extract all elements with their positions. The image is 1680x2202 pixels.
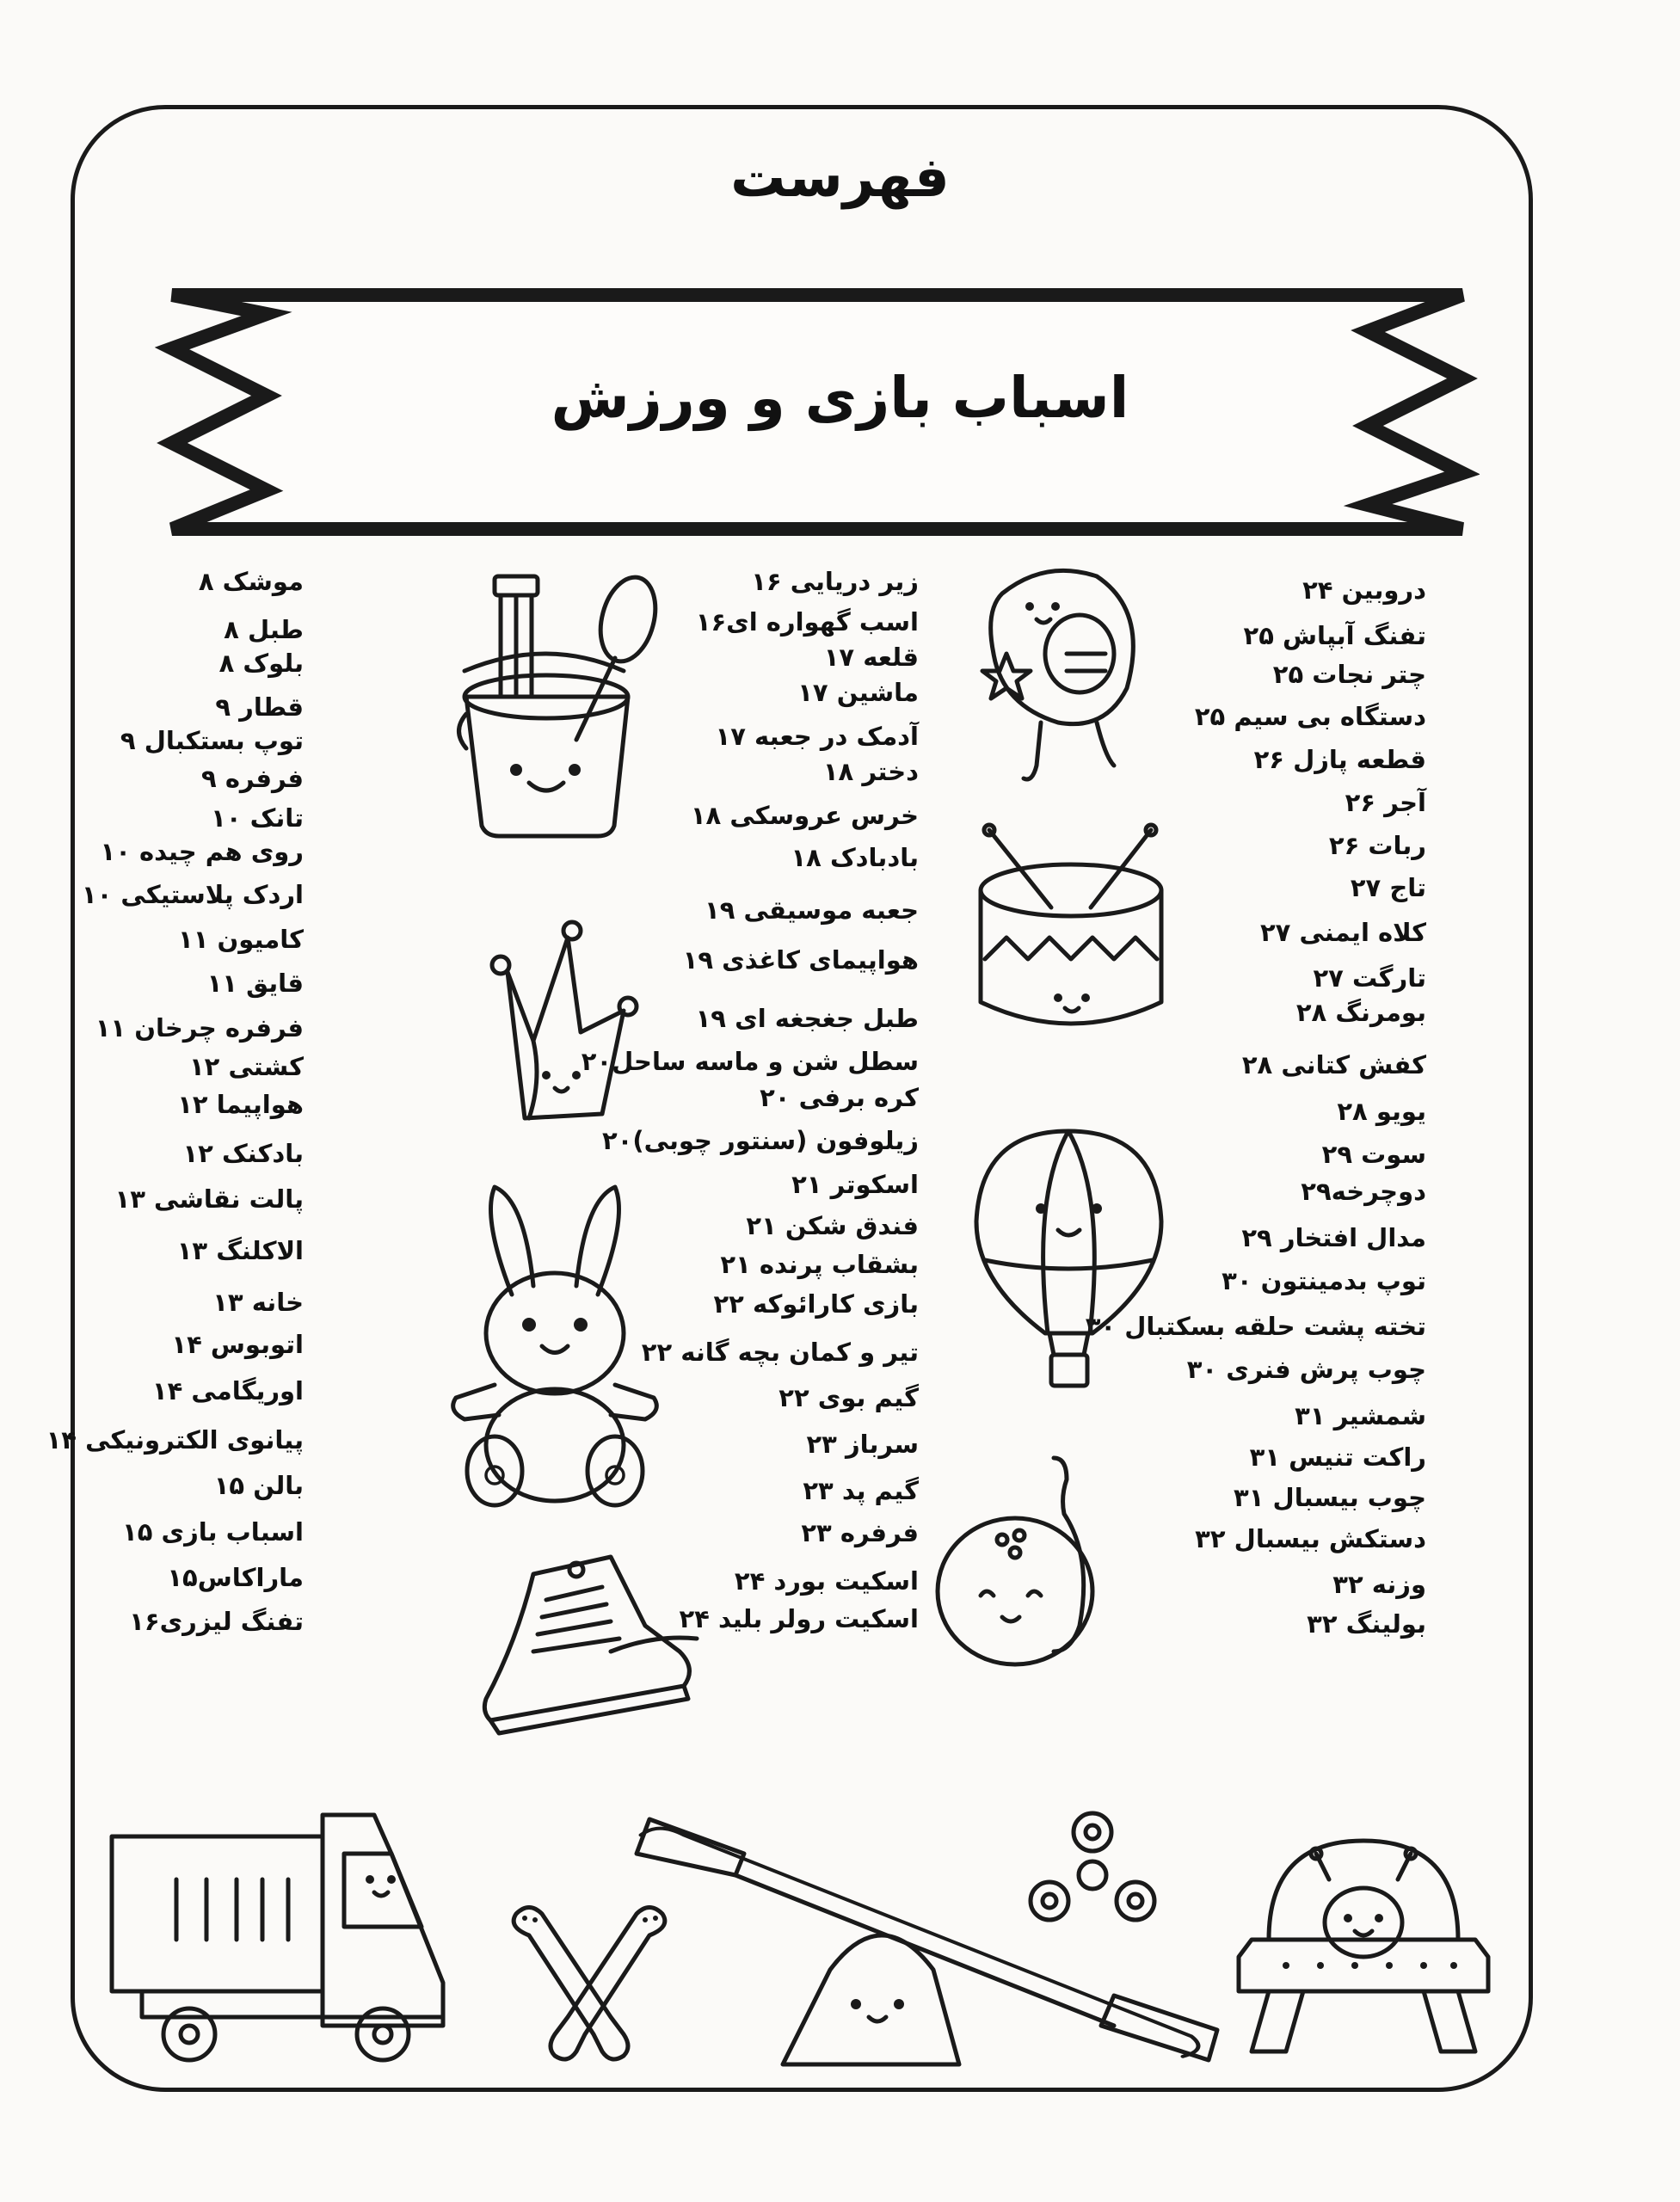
list-item: اوریگامی ۱۴ (151, 1376, 304, 1405)
list-item: هواپیما ۱۲ (177, 1090, 304, 1119)
fidget-spinner-icon (1028, 1811, 1157, 1931)
list-item: دستکش بیسبال ۳۲ (1195, 1524, 1426, 1553)
list-item: کشتی ۱۲ (188, 1052, 304, 1081)
list-item: خرس عروسکی ۱۸ (690, 801, 919, 830)
list-item: گیم بوی ۲۲ (778, 1383, 919, 1412)
list-item: سرباز ۲۳ (806, 1430, 919, 1459)
list-item: روی هم چیده ۱۰ (100, 837, 304, 866)
list-item: هواپیمای کاغذی ۱۹ (682, 945, 919, 975)
list-item: ماراکاس۱۵ (167, 1563, 304, 1592)
list-item: تارگت ۲۷ (1313, 963, 1426, 993)
list-item: تفنگ لیزری۱۶ (129, 1607, 304, 1636)
list-item: یویو ۲۸ (1337, 1097, 1426, 1126)
list-item: آدمک در جعبه ۱۷ (715, 722, 919, 751)
list-item: دختر ۱۸ (822, 757, 919, 786)
list-item: تانک ۱۰ (211, 803, 304, 833)
banner-title: اسباب بازی و ورزش (551, 365, 1129, 431)
page-title: فهرست (730, 146, 950, 210)
list-item: مدال افتخار ۲۹ (1241, 1223, 1426, 1252)
list-item: سطل شن و ماسه ساحل۲۰ (581, 1047, 919, 1076)
list-item: ربات ۲۶ (1328, 831, 1426, 860)
list-item: زیر دریایی ۱۶ (751, 567, 919, 596)
list-item: کره برفی ۲۰ (760, 1083, 919, 1112)
list-item: موشک ۸ (198, 567, 304, 596)
list-item: تیر و کمان بچه گانه ۲۲ (641, 1338, 919, 1367)
bunny-icon (447, 1183, 662, 1510)
list-item: قایق ۱۱ (206, 969, 304, 998)
list-item: بالن ۱۵ (213, 1471, 304, 1500)
list-item: چوب پرش فنری ۳۰ (1186, 1355, 1426, 1384)
list-item: بادکنک ۱۲ (182, 1139, 304, 1168)
list-item: کفش کتانی ۲۸ (1241, 1050, 1426, 1079)
list-item: الاکلنگ ۱۳ (176, 1236, 304, 1265)
list-item: اسباب بازی ۱۵ (122, 1517, 304, 1547)
list-item: ماشین ۱۷ (797, 678, 919, 707)
list-item: بومرنگ ۲۸ (1295, 998, 1426, 1027)
list-item: چتر نجات ۲۵ (1272, 660, 1426, 689)
list-item: قطعه پازل ۲۶ (1253, 745, 1426, 774)
list-item: اردک پلاستیکی ۱۰ (81, 880, 304, 909)
list-item: فندق شکن ۲۱ (746, 1211, 919, 1240)
list-item: قلعه ۱۷ (823, 643, 919, 672)
list-item: اتوبوس ۱۴ (171, 1330, 304, 1359)
list-item: چوب بیسبال ۳۱ (1234, 1483, 1426, 1512)
list-item: تاج ۲۷ (1350, 873, 1426, 902)
list-item: قطار ۹ (215, 692, 304, 722)
drum-icon (972, 826, 1170, 1045)
hot-air-balloon-icon (972, 1127, 1166, 1389)
ufo-icon (1234, 1828, 1492, 2060)
list-item: پالت نقاشی ۱۳ (114, 1184, 304, 1214)
list-item: فرفره ۲۳ (801, 1518, 919, 1547)
list-item: طبل جغجغه ای ۱۹ (695, 1004, 919, 1033)
list-item: دروبین ۲۴ (1302, 575, 1426, 605)
list-item: شمشیر ۳۱ (1295, 1401, 1426, 1430)
list-item: بادبادک ۱۸ (791, 843, 919, 872)
list-item: پیانوی الکترونیکی ۱۴ (46, 1425, 304, 1455)
list-item: گیم پد ۲۳ (803, 1476, 919, 1505)
bowling-icon (933, 1454, 1097, 1664)
list-item: سوت ۲۹ (1321, 1140, 1426, 1169)
list-item: فرفره ۹ (201, 764, 304, 793)
list-item: اسکیت بورد ۲۴ (734, 1566, 919, 1596)
helmet-icon (976, 559, 1153, 787)
list-item: خانه ۱۳ (212, 1288, 304, 1317)
list-item: زیلوفون (سنتور چوبی)۲۰ (601, 1126, 919, 1155)
list-item: آجر ۲۶ (1345, 788, 1426, 817)
list-item: دستگاه بی سیم ۲۵ (1194, 702, 1426, 731)
list-item: دوچرخه۲۹ (1301, 1177, 1426, 1206)
sand-bucket-icon (447, 568, 645, 852)
list-item: جعبه موسیقی ۱۹ (705, 895, 919, 925)
sneaker-icon (482, 1548, 697, 1733)
crown-icon (482, 912, 645, 1127)
list-item: طبل ۸ (224, 615, 304, 644)
dump-truck-icon (108, 1811, 447, 2069)
list-item: فرفره چرخان ۱۱ (95, 1013, 304, 1043)
list-item: اسکیت رولر بلید ۲۴ (679, 1604, 919, 1633)
list-item: بلوک ۸ (218, 649, 304, 678)
list-item: اسکوتر ۲۱ (791, 1170, 919, 1199)
list-item: راکت تنیس ۳۱ (1249, 1442, 1426, 1472)
list-item: کلاه ایمنی ۲۷ (1259, 918, 1426, 947)
list-item: کامیون ۱۱ (178, 925, 304, 954)
list-item: بازی کارائوکه ۲۲ (713, 1289, 919, 1319)
list-item: تخته پشت حلقه بسکتبال ۳۰ (1085, 1312, 1426, 1341)
list-item: بولینگ ۳۲ (1307, 1609, 1426, 1639)
list-item: توپ بدمینتون ۳۰ (1222, 1266, 1426, 1295)
list-item: وزنه ۳۲ (1332, 1570, 1426, 1599)
list-item: بشقاب پرنده ۲۱ (720, 1250, 919, 1279)
list-item: اسب گهواره ای۱۶ (695, 607, 919, 637)
list-item: توپ بستکبال ۹ (120, 726, 304, 755)
list-item: تفنگ آبپاش ۲۵ (1243, 621, 1426, 650)
